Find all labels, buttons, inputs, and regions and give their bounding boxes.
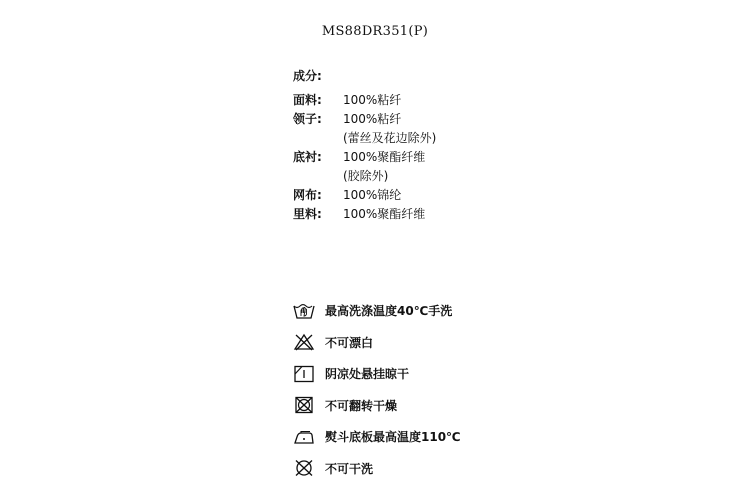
part-label: 里料: xyxy=(293,207,322,221)
care-text: 熨斗底板最高温度110℃ xyxy=(325,430,461,445)
part-value: 100%聚酯纤维 xyxy=(343,207,426,221)
care-text: 不可干洗 xyxy=(325,461,374,476)
care-text: 不可翻转干燥 xyxy=(325,398,398,413)
part-value: 100%粘纤 xyxy=(343,112,402,126)
part-label: 领子: xyxy=(293,112,322,126)
care-item-hand-wash xyxy=(293,295,461,327)
composition-row-fabric xyxy=(293,91,436,110)
care-text: 阴凉处悬挂晾干 xyxy=(325,367,410,382)
part-value: 100%粘纤 xyxy=(343,93,402,107)
composition-title: 成分: xyxy=(293,69,322,83)
part-label: 底衬: xyxy=(293,150,322,164)
care-item-no-tumble xyxy=(293,390,461,422)
care-item-shade-dry xyxy=(293,358,461,390)
part-value: 100%锦纶 xyxy=(343,188,402,202)
care-instructions xyxy=(293,295,461,484)
shade-line-dry-icon xyxy=(293,365,315,383)
care-text: 最高洗涤温度40℃手洗 xyxy=(325,304,453,319)
composition-row-mesh xyxy=(293,186,436,205)
care-item-no-bleach xyxy=(293,327,461,359)
part-value: 100%聚酯纤维 xyxy=(343,150,426,164)
composition-row-backing xyxy=(293,148,436,167)
care-text: 不可漂白 xyxy=(325,335,374,350)
care-item-no-dry-clean xyxy=(293,453,461,485)
product-code: MS88DR351(P) xyxy=(321,24,429,39)
iron-icon xyxy=(293,428,315,446)
wash-tub-hand-icon xyxy=(293,302,315,320)
no-tumble-dry-icon xyxy=(293,396,315,414)
part-label: 面料: xyxy=(293,93,322,107)
no-dry-clean-icon xyxy=(293,459,315,477)
part-label: 网布: xyxy=(293,188,322,202)
care-item-iron xyxy=(293,421,461,453)
part-note: (蕾丝及花边除外) xyxy=(343,131,437,145)
composition-row-lining xyxy=(293,205,436,224)
no-bleach-icon xyxy=(293,333,315,351)
composition-list xyxy=(293,91,436,224)
part-note: (胶除外) xyxy=(343,169,389,183)
composition-row-collar xyxy=(293,110,436,129)
